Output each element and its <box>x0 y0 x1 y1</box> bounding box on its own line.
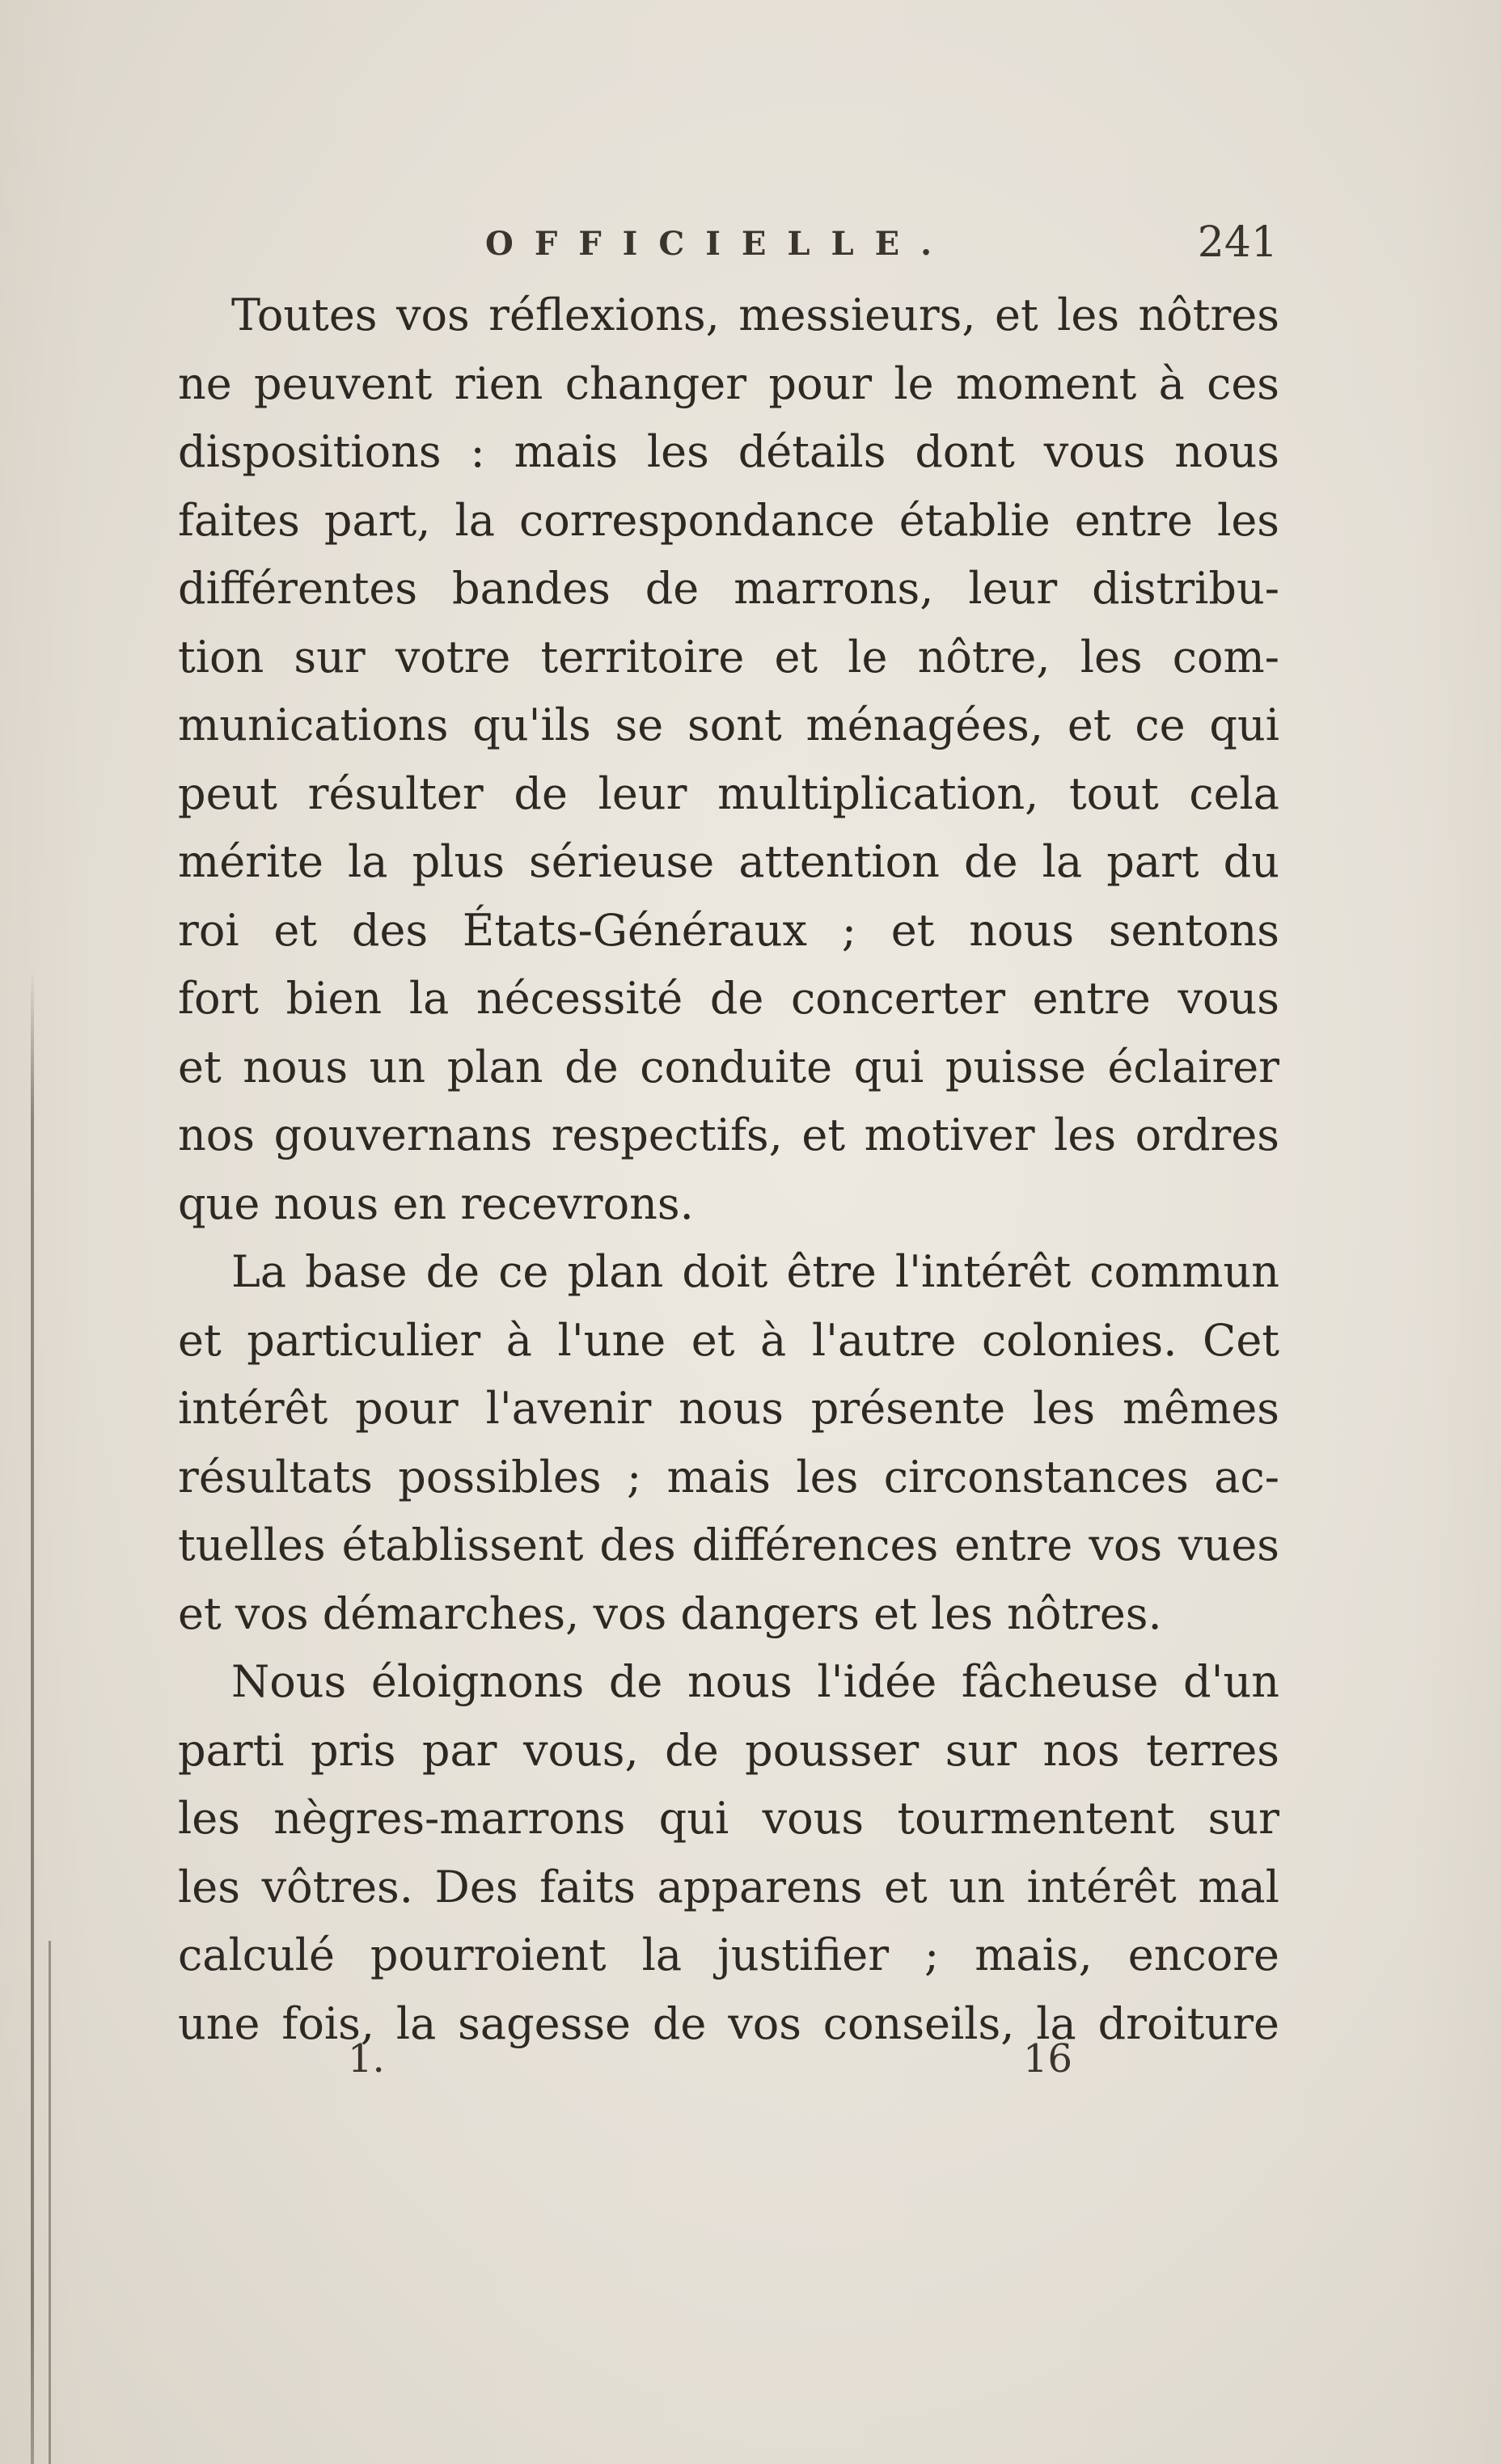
text-line: les vôtres. Des faits apparens et un intérêt mal <box>178 1861 1279 1912</box>
text-line: calculé pourroient la justifier ; mais, encore <box>178 1929 1279 1980</box>
text-line: Toutes vos réflexions, messieurs, et les nôtres <box>231 290 1279 340</box>
text-line: fort bien la nécessité de concerter entre vous <box>178 973 1279 1024</box>
text-line: tion sur votre territoire et le nôtre, les com- <box>178 631 1279 683</box>
page-header <box>178 218 1278 275</box>
text-line: ne peuvent rien changer pour le moment à ces <box>178 357 1279 409</box>
text-line: La base de ce plan doit être l'intérêt commun <box>231 1246 1279 1297</box>
running-title: OFFICIELLE. <box>485 225 953 263</box>
text-line: peut résulter de leur multiplication, tout cela <box>178 767 1279 819</box>
text-line: tuelles établissent des différences entre vos vues <box>178 1519 1279 1570</box>
text-line: nos gouvernans respectifs, et motiver les ordres <box>178 1109 1279 1160</box>
body-text <box>178 281 1279 2058</box>
text-line: et particulier à l'une et à l'autre colonies. Cet <box>178 1314 1279 1366</box>
binding-edge-inner <box>49 1941 51 2464</box>
text-line: que nous en recevrons. <box>178 1177 694 1229</box>
text-line: résultats possibles ; mais les circonstances ac- <box>178 1451 1279 1502</box>
sheet-number: 16 <box>1023 2036 1073 2082</box>
text-line: et vos démarches, vos dangers et les nôtres. <box>178 1587 1162 1639</box>
page-number: 241 <box>1197 218 1278 267</box>
binding-edge <box>31 970 34 2464</box>
page-footer <box>178 2036 1279 2093</box>
signature-mark: 1. <box>348 2036 385 2082</box>
text-line: mérite la plus sérieuse attention de la part du <box>178 836 1279 887</box>
text-line: intérêt pour l'avenir nous présente les mêmes <box>178 1383 1279 1434</box>
text-line: roi et des États-Généraux ; et nous sentons <box>178 904 1279 956</box>
text-line: dispositions : mais les détails dont vous nous <box>178 426 1279 477</box>
text-line: Nous éloignons de nous l'idée fâcheuse d'un <box>231 1656 1279 1707</box>
text-line: munications qu'ils se sont ménagées, et ce qui <box>178 699 1279 750</box>
text-line: les nègres-marrons qui vous tourmentent sur <box>178 1793 1279 1844</box>
text-line: faites part, la correspondance établie entre les <box>178 494 1279 546</box>
text-line: différentes bandes de marrons, leur distribu- <box>178 563 1279 614</box>
text-line: et nous un plan de conduite qui puisse éclairer <box>178 1041 1279 1093</box>
text-line: une fois, la sagesse de vos conseils, la droiture <box>178 1997 1279 2049</box>
text-line: parti pris par vous, de pousser sur nos terres <box>178 1724 1279 1776</box>
